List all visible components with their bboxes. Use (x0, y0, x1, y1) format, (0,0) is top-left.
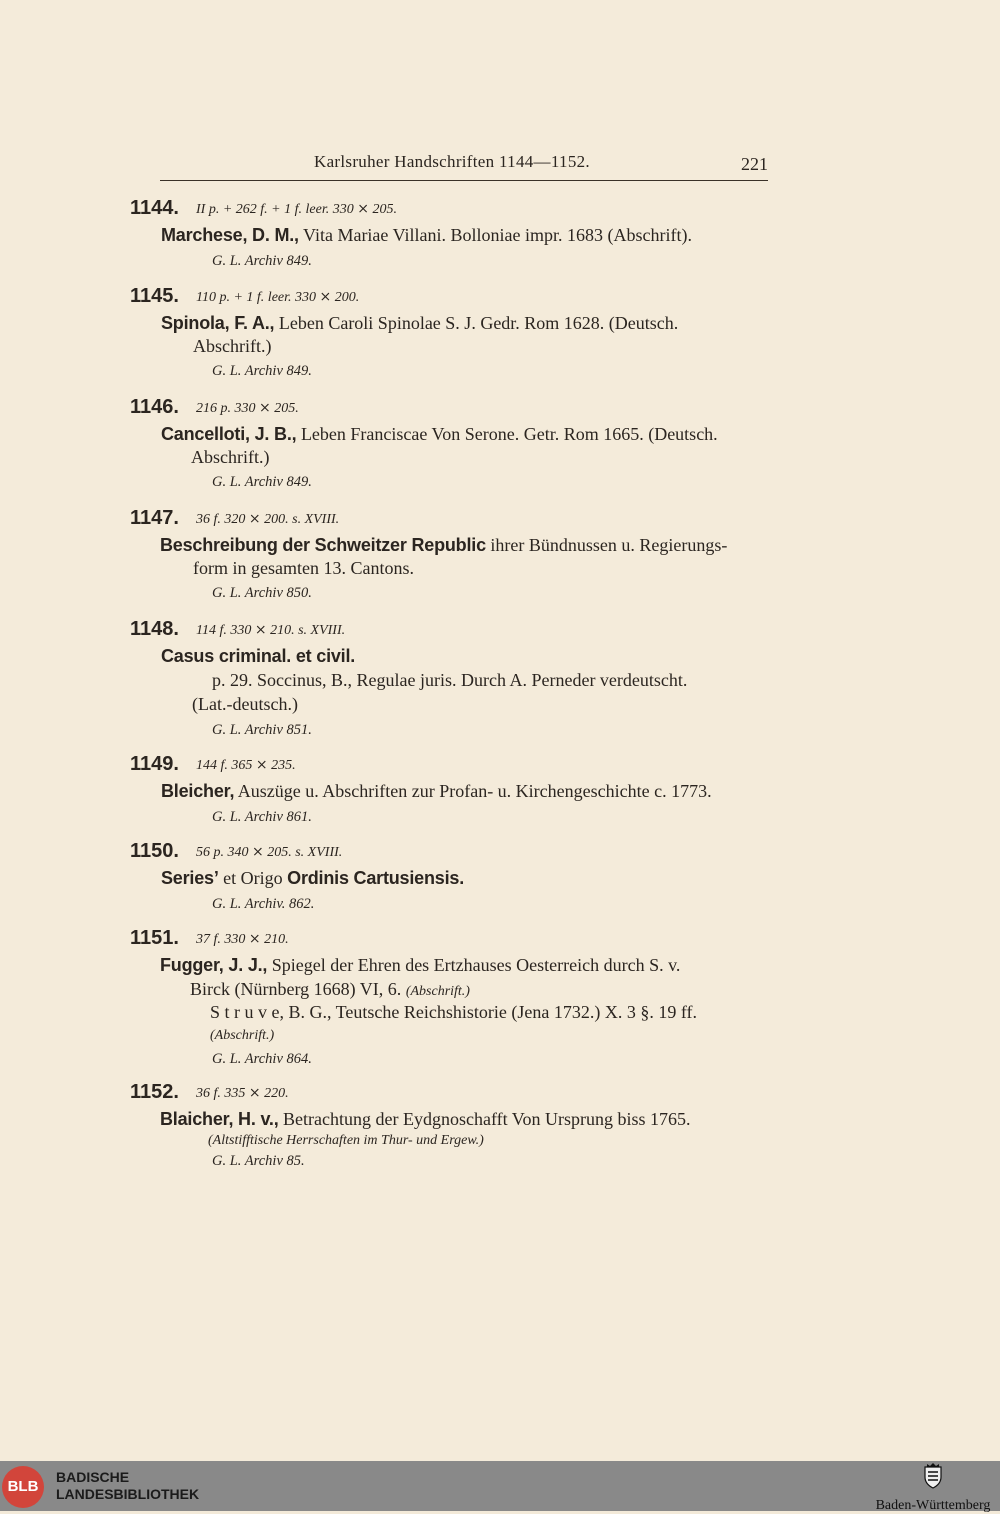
library-name[interactable] (56, 1469, 199, 1503)
entry-archive-ref: G. L. Archiv 849. (212, 474, 312, 490)
entry-physical-description: 144 f. 365 ⨯ 235. (196, 758, 296, 773)
entry-number: 1144. (130, 197, 179, 219)
entry-note: (Abschrift.) (405, 984, 470, 999)
entry-archive-ref: G. L. Archiv 850. (212, 585, 312, 601)
entry-number: 1151. (130, 927, 179, 949)
coat-of-arms-icon (923, 1463, 943, 1489)
entry-number: 1150. (130, 840, 179, 862)
entry-title-text: Vita Mariae Villani. Bolloniae impr. 1683 (Abschrift). (298, 225, 692, 245)
entry-physical-description: 216 p. 330 ⨯ 205. (196, 401, 299, 416)
entry-author: Marchese, D. M., (161, 225, 299, 245)
viewer-footer (0, 1461, 1000, 1511)
entry-physical-description: 36 f. 320 ⨯ 200. s. XVIII. (196, 512, 340, 527)
entry-title-text: Auszüge u. Abschriften zur Profan- u. Kirchengeschichte c. 1773. (234, 781, 712, 801)
entry-author-continued: Ordinis Cartusiensis. (287, 868, 464, 888)
entry-physical-description: 114 f. 330 ⨯ 210. s. XVIII. (196, 623, 346, 638)
entry-title-line (160, 955, 680, 976)
blb-logo[interactable]: BLB (2, 1466, 44, 1508)
entry-author: Blaicher, H. v., (160, 1109, 279, 1129)
entry-number: 1146. (130, 396, 179, 418)
entry-title-text: Leben Caroli Spinolae S. J. Gedr. Rom 1628. (Deutsch. (274, 313, 679, 333)
entry-title-line (160, 535, 727, 556)
entry-author: Beschreibung der Schweitzer Republic (160, 535, 486, 555)
entry-physical-description: 36 f. 335 ⨯ 220. (196, 1086, 289, 1101)
entry-title-line (161, 313, 678, 334)
library-name-line2: LANDESBIBLIOTHEK (56, 1486, 200, 1502)
entry-author: Fugger, J. J., (160, 955, 268, 975)
entry-physical-description: 56 p. 340 ⨯ 205. s. XVIII. (196, 845, 343, 860)
entry-continuation: (Lat.-deutsch.) (192, 694, 298, 714)
entry-author: Casus criminal. et civil. (161, 646, 356, 666)
entry-title-text: Betrachtung der Eydgnoschafft Von Ursprung biss 1765. (278, 1109, 691, 1129)
entry-continuation (190, 979, 470, 1000)
entry-continuation: Abschrift.) (193, 336, 272, 356)
entry-title-text: Spiegel der Ehren des Ertzhauses Oesterreich durch S. v. (267, 955, 681, 975)
entry-note: (Abschrift.) (210, 1028, 275, 1043)
entry-physical-description: 37 f. 330 ⨯ 210. (196, 932, 289, 947)
entry-continuation: p. 29. Soccinus, B., Regulae juris. Durch A. Perneder verdeutscht. (212, 670, 688, 690)
entry-archive-ref: G. L. Archiv 864. (212, 1051, 312, 1067)
entry-title-text: Leben Franciscae Von Serone. Getr. Rom 1665. (Deutsch. (296, 424, 718, 444)
page-number: 221 (741, 154, 768, 174)
entry-title-line (161, 868, 464, 889)
entry-physical-description: II p. + 262 f. + 1 f. leer. 330 ⨯ 205. (196, 202, 397, 217)
entry-author: Spinola, F. A., (161, 313, 275, 333)
entry-title-line (161, 781, 712, 802)
entry-title-text: et Origo (218, 868, 288, 888)
entry-author: Series’ (161, 868, 219, 888)
state-logo[interactable] (868, 1463, 998, 1514)
entry-title-line (161, 646, 355, 667)
running-header (160, 152, 768, 181)
entry-title-line (161, 225, 692, 246)
library-name-line1: BADISCHE (56, 1469, 130, 1485)
header-title: Karlsruher Handschriften 1144—1152. (314, 152, 590, 171)
entry-number: 1147. (130, 507, 179, 529)
entry-title-line (160, 1109, 690, 1130)
state-name: Baden-Württemberg (875, 1498, 991, 1513)
entry-author: Cancelloti, J. B., (161, 424, 297, 444)
entry-continuation: form in gesamten 13. Cantons. (193, 558, 414, 578)
entry-archive-ref: G. L. Archiv 849. (212, 253, 312, 269)
entry-number: 1148. (130, 618, 179, 640)
entry-title-text: ihrer Bündnussen u. Regierungs- (485, 535, 728, 555)
entry-note: (Altstifftische Herrschaften im Thur- und Ergew.) (208, 1133, 484, 1148)
entry-archive-ref: G. L. Archiv 861. (212, 809, 312, 825)
entry-archive-ref: G. L. Archiv 851. (212, 722, 312, 738)
entry-number: 1145. (130, 285, 179, 307)
entry-continuation: Abschrift.) (191, 447, 270, 467)
entry-number: 1149. (130, 753, 179, 775)
entry-archive-ref: G. L. Archiv 85. (212, 1153, 305, 1169)
entry-physical-description: 110 p. + 1 f. leer. 330 ⨯ 200. (196, 290, 360, 305)
entry-title-line (161, 424, 718, 445)
entry-number: 1152. (130, 1081, 179, 1103)
entry-continuation: S t r u v e, B. G., Teutsche Reichshistorie (Jena 1732.) X. 3 §. 19 ff. (210, 1002, 698, 1022)
entry-archive-ref: G. L. Archiv. 862. (212, 896, 315, 912)
entry-author: Bleicher, (161, 781, 235, 801)
entry-archive-ref: G. L. Archiv 849. (212, 363, 312, 379)
entry-continuation-text: Birck (Nürnberg 1668) VI, 6. (190, 979, 402, 999)
